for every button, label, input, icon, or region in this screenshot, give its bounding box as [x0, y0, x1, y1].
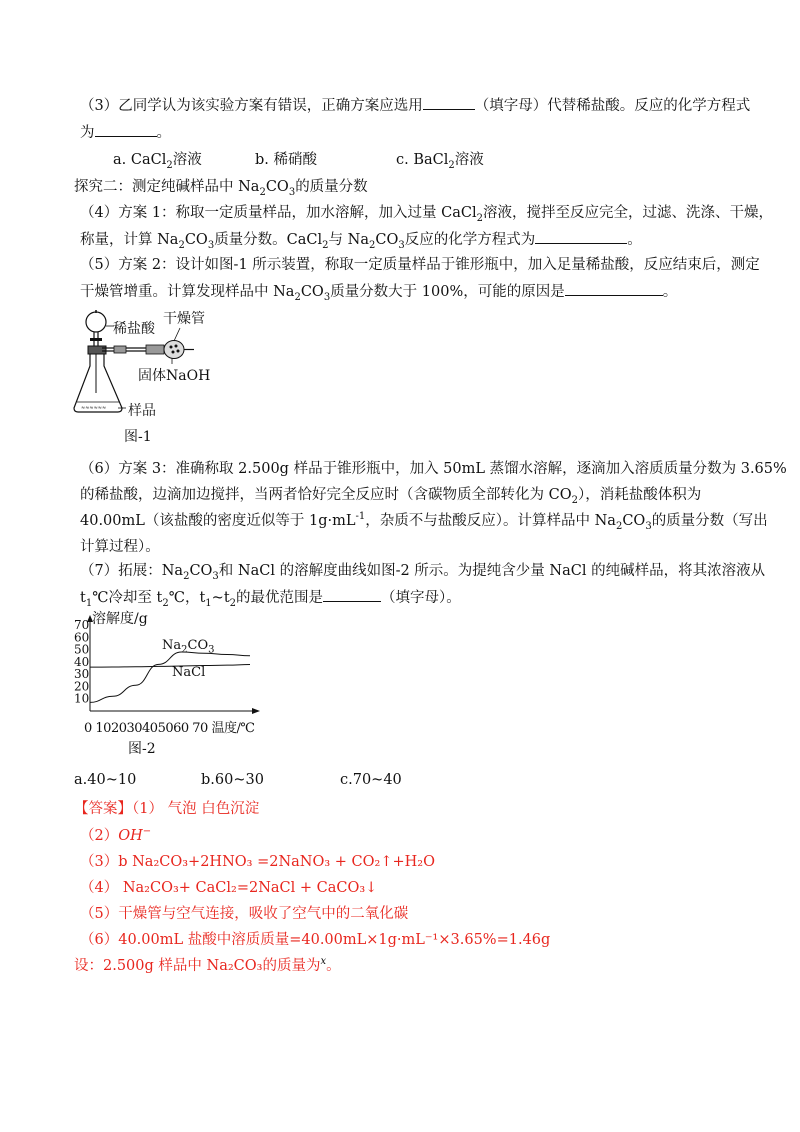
svg-text:≈≈≈≈≈≈: ≈≈≈≈≈≈	[81, 405, 107, 411]
q3-opt-c-sub: 2	[448, 159, 455, 171]
fig1-label-sample: 样品	[128, 403, 156, 419]
q6-sup: -1	[355, 511, 366, 523]
q3-opt-a-text: a. CaCl	[113, 152, 167, 168]
fig1-caption: 图-1	[124, 429, 152, 445]
q6-d: ，杂质不与盐酸反应）。计算样品中 Na	[365, 513, 616, 529]
answer-7-post: 。	[326, 958, 341, 974]
q3-opt-c-post: 溶液	[454, 152, 484, 168]
e2-s2: 3	[288, 186, 296, 198]
q5-d: 。	[662, 284, 678, 300]
q7-option-b: b.60~30	[201, 772, 264, 788]
fig2-y-title: 溶解度/g	[92, 611, 148, 627]
q3-opt-a-sub: 2	[166, 159, 173, 171]
q7-option-a: a.40~10	[74, 772, 137, 788]
q4-s5: 3	[398, 239, 405, 251]
q7-line2	[80, 587, 461, 608]
fig2-caption: 图-2	[128, 741, 156, 757]
q5-s2: 3	[323, 291, 331, 303]
answer-2-pre: （2）	[80, 828, 119, 844]
drying-tube	[164, 341, 184, 359]
q7-b: CO	[189, 563, 213, 579]
y-tick-label: 10	[74, 691, 90, 706]
e2-c: 的质量分数	[295, 179, 368, 195]
q5-c: 质量分数大于 100%，可能的原因是	[330, 284, 565, 300]
y-tick-label: 20	[74, 679, 90, 694]
answer-2-sup: −	[142, 826, 152, 838]
q3-option-b: b. 稀硝酸	[255, 152, 317, 168]
q6-line4: 计算过程）。	[80, 539, 160, 555]
explore2-heading	[74, 177, 368, 197]
q7-a: （7）拓展：Na	[80, 563, 184, 579]
q7-s3: 1	[85, 597, 93, 609]
y-tick-label: 40	[74, 654, 90, 669]
answer-7-pre: 设：2.500g 样品中 Na₂CO₃的质量为	[74, 958, 321, 974]
q7-h: 的最优范围是	[236, 590, 324, 606]
answer-line4: （4） Na₂CO₃+ CaCl₂=2NaCl + CaCO₃↓	[80, 880, 378, 896]
answer-line5: （5）干燥管与空气连接，吸收了空气中的二氧化碳	[80, 906, 409, 922]
q5-a: 干燥管增重。计算发现样品中 Na	[80, 284, 295, 300]
answer-2-formula: OH	[118, 828, 143, 844]
q6-s1: 2	[615, 520, 623, 532]
q7-d: t	[80, 590, 86, 606]
y-tick-label: 30	[74, 667, 90, 682]
stopper	[88, 346, 106, 354]
q3-option-a	[113, 150, 202, 170]
q7-s4: 2	[162, 597, 169, 609]
q4-f: 与 Na	[328, 232, 369, 248]
q6-line2	[80, 485, 701, 505]
fig1-label-acid: 稀盐酸	[113, 321, 155, 337]
q4-h: 反应的化学方程式为	[404, 232, 536, 248]
q6-f: 的质量分数（写出	[651, 513, 768, 529]
q3-blank-2[interactable]	[95, 122, 157, 137]
q4-c: 称量，计算 Na	[80, 232, 179, 248]
q4-b: 溶液，搅拌至反应完全，过滤、洗涤、干燥，	[483, 205, 774, 221]
q7-line1	[80, 561, 765, 581]
na2co3-curve	[90, 652, 250, 702]
q4-d: CO	[184, 232, 208, 248]
q4-s1: 2	[178, 239, 185, 251]
q3-line2	[80, 122, 171, 143]
q3-blank-1[interactable]	[423, 95, 475, 110]
q7-i: （填字母）。	[381, 590, 461, 606]
q5-line1: （5）方案 2：设计如图-1 所示装置，称取一定质量样品于锥形瓶中，加入足量稀盐酸，反应结束后，测定	[80, 257, 760, 273]
answer-tag: 【答案】	[74, 801, 132, 817]
q3-line1	[80, 95, 750, 116]
q7-s6: 2	[229, 597, 237, 609]
fig1-label-tube: 干燥管	[163, 311, 205, 327]
y-tick-label: 50	[74, 642, 90, 657]
q5-blank[interactable]	[565, 281, 663, 296]
q3-text-3: 为	[80, 125, 95, 141]
e2-s1: 2	[259, 186, 266, 198]
q6-c: 40.00mL（该盐酸的密度近似等于 1g·mL	[80, 513, 356, 529]
fig2-s-c: CO	[187, 638, 209, 653]
q4-line1	[80, 203, 773, 223]
q7-s1: 2	[183, 570, 190, 582]
fig2-x-axis-labels: 0 102030405060 70 温度/℃	[84, 721, 255, 736]
q4-s4: 2	[369, 239, 376, 251]
answer-line7	[74, 956, 341, 976]
q7-g: ~t	[211, 590, 230, 606]
q4-s2: 3	[207, 239, 215, 251]
fig2-s-a: Na	[162, 638, 182, 653]
q3-opt-c-text: c. BaCl	[396, 152, 449, 168]
fig2-series-na2co3	[162, 638, 215, 656]
q4-e: 质量分数。CaCl	[214, 232, 323, 248]
q4-s3: 2	[322, 239, 329, 251]
q6-line1: （6）方案 3：准确称取 2.500g 样品于锥形瓶中，加入 50mL 蒸馏水溶解，逐滴加入溶质质量分数为 3.65%	[80, 461, 787, 477]
q3-text-4: 。	[156, 125, 171, 141]
y-tick-label: 70	[74, 618, 90, 632]
fig2-series-nacl: NaCl	[172, 665, 206, 680]
answer-line6: （6）40.00mL 盐酸中溶质质量=40.00mL×1g·mL⁻¹×3.65%=1.46g	[80, 932, 551, 948]
fig1-label-naoh: 固体NaOH	[138, 368, 211, 384]
q4-s: 2	[476, 212, 484, 224]
conical-flask	[74, 354, 122, 412]
q7-c: 和 NaCl 的溶解度曲线如图-2 所示。为提纯含少量 NaCl 的纯碱样品，将其浓溶液从	[218, 563, 766, 579]
answer-line3: （3）b Na₂CO₃+2HNO₃ =2NaNO₃ + CO₂↑+H₂O	[80, 854, 435, 870]
y-tick-labels	[74, 618, 89, 706]
q4-line2	[80, 229, 642, 250]
q3-text-2: （填字母）代替稀盐酸。反应的化学方程式	[474, 98, 751, 114]
answer-line2	[80, 826, 151, 846]
q3-option-c	[396, 150, 484, 170]
q3-opt-a-post: 溶液	[172, 152, 202, 168]
q7-option-c: c.70~40	[340, 772, 402, 788]
fig2-s-b: 2	[181, 644, 188, 656]
funnel-bulb	[86, 312, 106, 332]
y-tick-label: 60	[74, 630, 90, 645]
q5-s1: 2	[294, 291, 301, 303]
q6-line3	[80, 511, 768, 531]
answer-line1	[74, 799, 259, 819]
q4-a: （4）方案 1：称取一定质量样品，加水溶解，加入过量 CaCl	[80, 205, 477, 221]
q4-blank[interactable]	[535, 229, 627, 244]
q5-b: CO	[300, 284, 324, 300]
q6-e: CO	[622, 513, 646, 529]
q6-b: ），消耗盐酸体积为	[577, 487, 702, 503]
q7-e: ℃冷却至 t	[92, 590, 163, 606]
fig2-s-d: 3	[208, 644, 215, 656]
answer-7-var: x	[320, 956, 327, 968]
q5-line2	[80, 281, 677, 302]
q7-s2: 3	[212, 570, 219, 582]
q7-f: ℃，t	[168, 590, 206, 606]
nacl-curve	[90, 665, 250, 668]
q7-s5: 1	[205, 597, 212, 609]
e2-b: CO	[265, 179, 289, 195]
e2-a: 探究二：测定纯碱样品中 Na	[74, 179, 260, 195]
q4-g: CO	[375, 232, 399, 248]
q6-a: 的稀盐酸，边滴加边搅拌，当两者恰好完全反应时（含碳物质全部转化为 CO	[80, 487, 572, 503]
answer-1: （1） 气泡 白色沉淀	[132, 801, 260, 817]
q6-s2: 3	[645, 520, 652, 532]
q7-blank[interactable]	[323, 587, 381, 602]
q4-i: 。	[627, 232, 642, 248]
q6-s: 2	[571, 494, 578, 506]
q3-text: （3）乙同学认为该实验方案有错误，正确方案应选用	[80, 98, 423, 114]
